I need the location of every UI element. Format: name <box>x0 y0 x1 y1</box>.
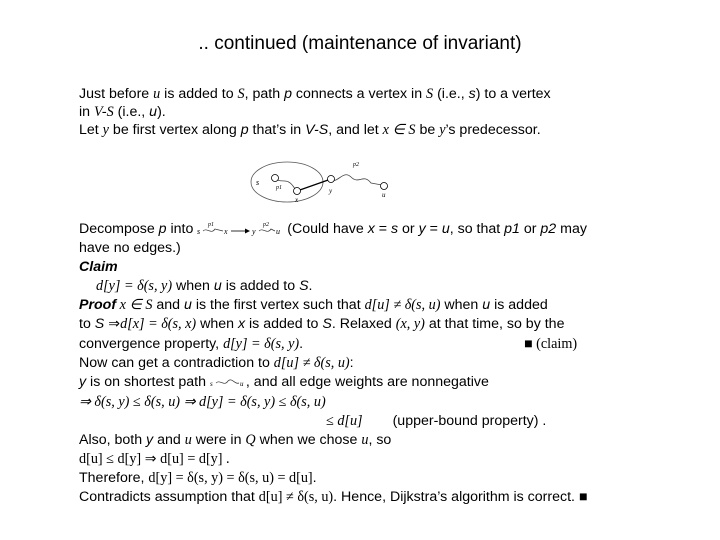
contra-line-2: y is on shortest path s u , and all edge weights are nonnegative <box>79 374 489 390</box>
claim-label: Claim <box>79 259 118 275</box>
set-S-boundary <box>251 162 323 202</box>
claim-end-marker: ■ (claim) <box>524 336 578 352</box>
intro-line-1: Just before u is added to S, path p connects a vertex in S (i.e., s) to a vertex <box>79 86 551 102</box>
svg-text:s: s <box>197 227 201 236</box>
svg-text:p2: p2 <box>263 222 270 228</box>
contra-line-3: ⇒ δ(s, y) ≤ δ(s, u) ⇒ d[y] = δ(s, y) ≤ δ(s, u) <box>79 394 326 410</box>
contra-line-5: Also, both y and u were in Q when we chose u, so <box>79 432 392 448</box>
proof-line-1: Proof x ∈ S and u is the first vertex such that d[u] ≠ δ(s, u) when u is added <box>79 297 548 313</box>
proof-line-3: convergence property, d[y] = δ(s, y). <box>79 336 304 352</box>
proof-line-2: to S ⇒d[x] = δ(s, x) when x is added to S. Relaxed (x, y) at that time, so by the <box>79 316 565 332</box>
label-y: y <box>329 187 333 195</box>
intro-line-2: in V-S (i.e., u). <box>79 104 166 120</box>
label-p1: p1 <box>276 185 282 191</box>
svg-text:u: u <box>276 227 281 236</box>
contra-line-1: Now can get a contradiction to d[u] ≠ δ(s, u): <box>79 355 354 371</box>
path-diagram <box>245 155 395 205</box>
contra-line-4: ≤ d[u] (upper-bound property) . <box>326 413 547 429</box>
vertex-x <box>294 188 301 195</box>
decompose-line-2: have no edges.) <box>79 240 181 256</box>
svg-text:p1: p1 <box>208 222 215 228</box>
shortest-path-mini-diagram <box>210 375 246 389</box>
vertex-u <box>381 183 388 190</box>
svg-text:y: y <box>252 227 256 236</box>
contra-line-7: Therefore, d[y] = δ(s, y) = δ(s, u) = d[u]. <box>79 470 317 486</box>
label-p2: p2 <box>353 162 359 168</box>
claim-statement: d[y] = δ(s, y) when u is added to S. <box>96 278 313 294</box>
svg-text:u: u <box>239 380 244 389</box>
edge-x-y <box>297 179 331 191</box>
label-s: s <box>256 178 260 187</box>
contra-line-8: Contradicts assumption that d[u] ≠ δ(s, u). Hence, Dijkstra’s algorithm is correct. ■ <box>79 489 588 505</box>
decompose-line-1: Decompose p into s p1 x y p2 u (Could have x = s or y = u, so that p1 or p2 may <box>79 220 587 237</box>
vertex-s <box>272 175 279 182</box>
label-x: x <box>295 196 299 204</box>
contra-line-6: d[u] ≤ d[y] ⇒ d[u] = d[y] . <box>79 451 230 467</box>
svg-text:x: x <box>224 227 228 236</box>
decomposition-mini-diagram <box>197 220 283 238</box>
label-u: u <box>382 191 386 199</box>
slide-title: .. continued (maintenance of invariant) <box>198 33 522 54</box>
svg-text:s: s <box>209 380 213 389</box>
vertex-y <box>328 176 335 183</box>
intro-line-3: Let y be first vertex along p that’s in V-S, and let x ∈ S be y’s predecessor. <box>79 122 541 138</box>
path-p2 <box>331 175 382 185</box>
